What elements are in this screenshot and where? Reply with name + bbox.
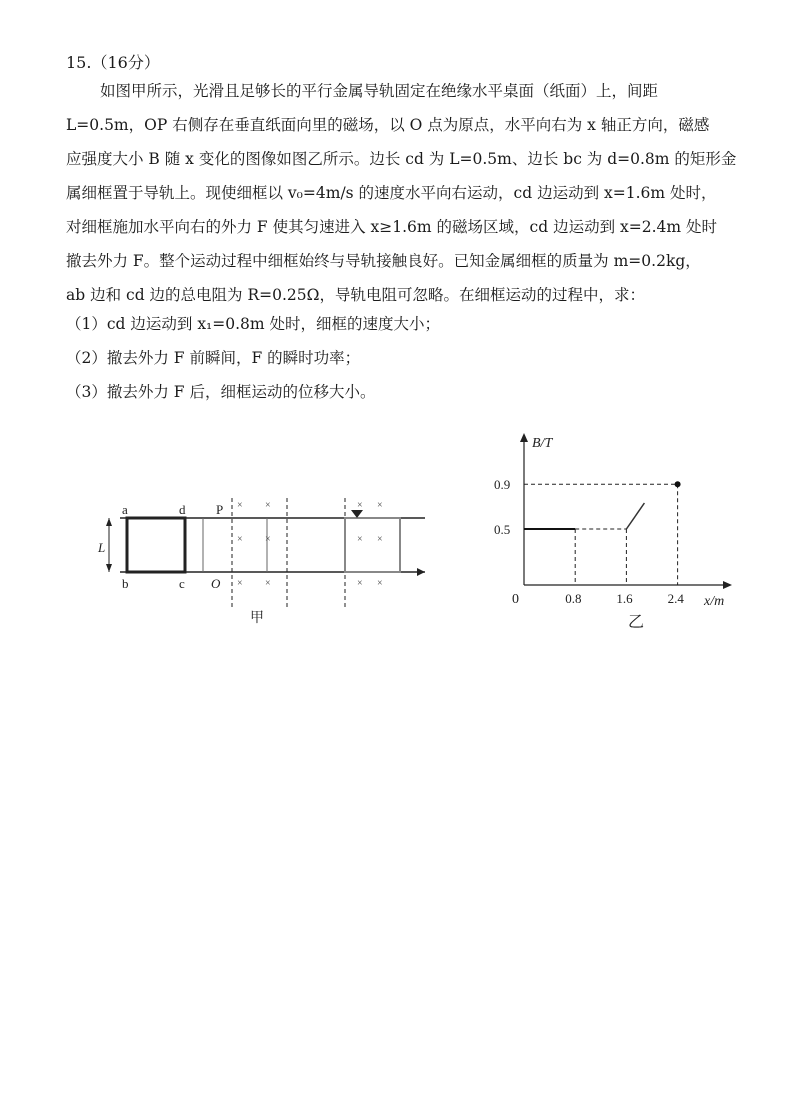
question-score: （16分） — [91, 53, 160, 72]
body-line: 属细框置于导轨上。现使细框以 v₀=4m/s 的速度水平向右运动，cd 边运动到 x=1.6m 处时， — [66, 184, 717, 202]
figure-yi-chart — [490, 425, 760, 635]
x-axis-arrow — [723, 581, 732, 589]
field-mark: × — [237, 534, 243, 545]
field-mark: × — [377, 534, 383, 545]
body-line: L=0.5m，OP 右侧存在垂直纸面向里的磁场，以 O 点为原点，水平向右为 x 轴正方向，磁感 — [66, 116, 710, 134]
subquestion-1: （1）cd 边运动到 x₁=0.8m 处时，细框的速度大小； — [66, 315, 441, 333]
body-line: 如图甲所示，光滑且足够长的平行金属导轨固定在绝缘水平桌面（纸面）上，间距 — [100, 82, 659, 100]
field-mark: × — [377, 578, 383, 589]
label-P: P — [216, 502, 224, 517]
y-tick-label: 0.9 — [494, 477, 511, 493]
body-line: ab 边和 cd 边的总电阻为 R=0.25Ω，导轨电阻可忽略。在细框运动的过程中，求： — [66, 286, 645, 304]
label-d: d — [179, 502, 186, 517]
question-number-label: 15. — [66, 53, 92, 72]
field-mark: × — [357, 500, 363, 511]
x-tick-label: 0.8 — [565, 591, 582, 606]
y-tick-label: 0.5 — [494, 522, 511, 537]
label-L: L — [98, 540, 106, 555]
question-number — [66, 50, 160, 73]
subquestion-2: （2）撤去外力 F 前瞬间，F 的瞬时功率； — [66, 349, 361, 367]
y-axis-arrow — [520, 433, 528, 442]
figure-jia-caption: 甲 — [250, 611, 264, 626]
origin-label: 0 — [512, 592, 519, 607]
field-mark: × — [237, 500, 243, 511]
field-mark: × — [357, 578, 363, 589]
series-end-point — [675, 481, 681, 487]
body-line: 撤去外力 F。整个运动过程中细框始终与导轨接触良好。已知金属细框的质量为 m=0.2kg， — [66, 252, 701, 270]
field-mark: × — [357, 534, 363, 545]
field-mark: × — [265, 500, 271, 511]
body-line: 对细框施加水平向右的外力 F 使其匀速进入 x≥1.6m 的磁场区域，cd 边运动到 x=2.4m 处时 — [66, 218, 718, 236]
question-body — [66, 74, 746, 312]
label-O: O — [211, 576, 221, 591]
x-axis-label: x/m — [704, 594, 725, 609]
field-mark: × — [265, 534, 271, 545]
label-b: b — [122, 576, 129, 591]
data-series — [524, 481, 681, 529]
x-tick-label: 2.4 — [667, 591, 684, 606]
guide-lines — [524, 484, 678, 585]
y-axis-label: B/T — [532, 436, 553, 451]
figure-yi-caption: 乙 — [628, 614, 645, 631]
field-mark: × — [377, 500, 383, 511]
figure-jia — [95, 490, 445, 630]
label-c: c — [179, 576, 185, 591]
subquestion-3: （3）撤去外力 F 后，细框运动的位移大小。 — [66, 383, 376, 401]
tick-labels — [494, 477, 684, 606]
field-mark: × — [265, 578, 271, 589]
field-mark: × — [237, 578, 243, 589]
x-tick-label: 1.6 — [616, 591, 633, 606]
series-segment-sketch — [626, 503, 644, 529]
body-line: 应强度大小 B 随 x 变化的图像如图乙所示。边长 cd 为 L=0.5m、边长 bc 为 d=0.8m 的矩形金 — [66, 150, 737, 168]
label-a: a — [122, 502, 128, 517]
